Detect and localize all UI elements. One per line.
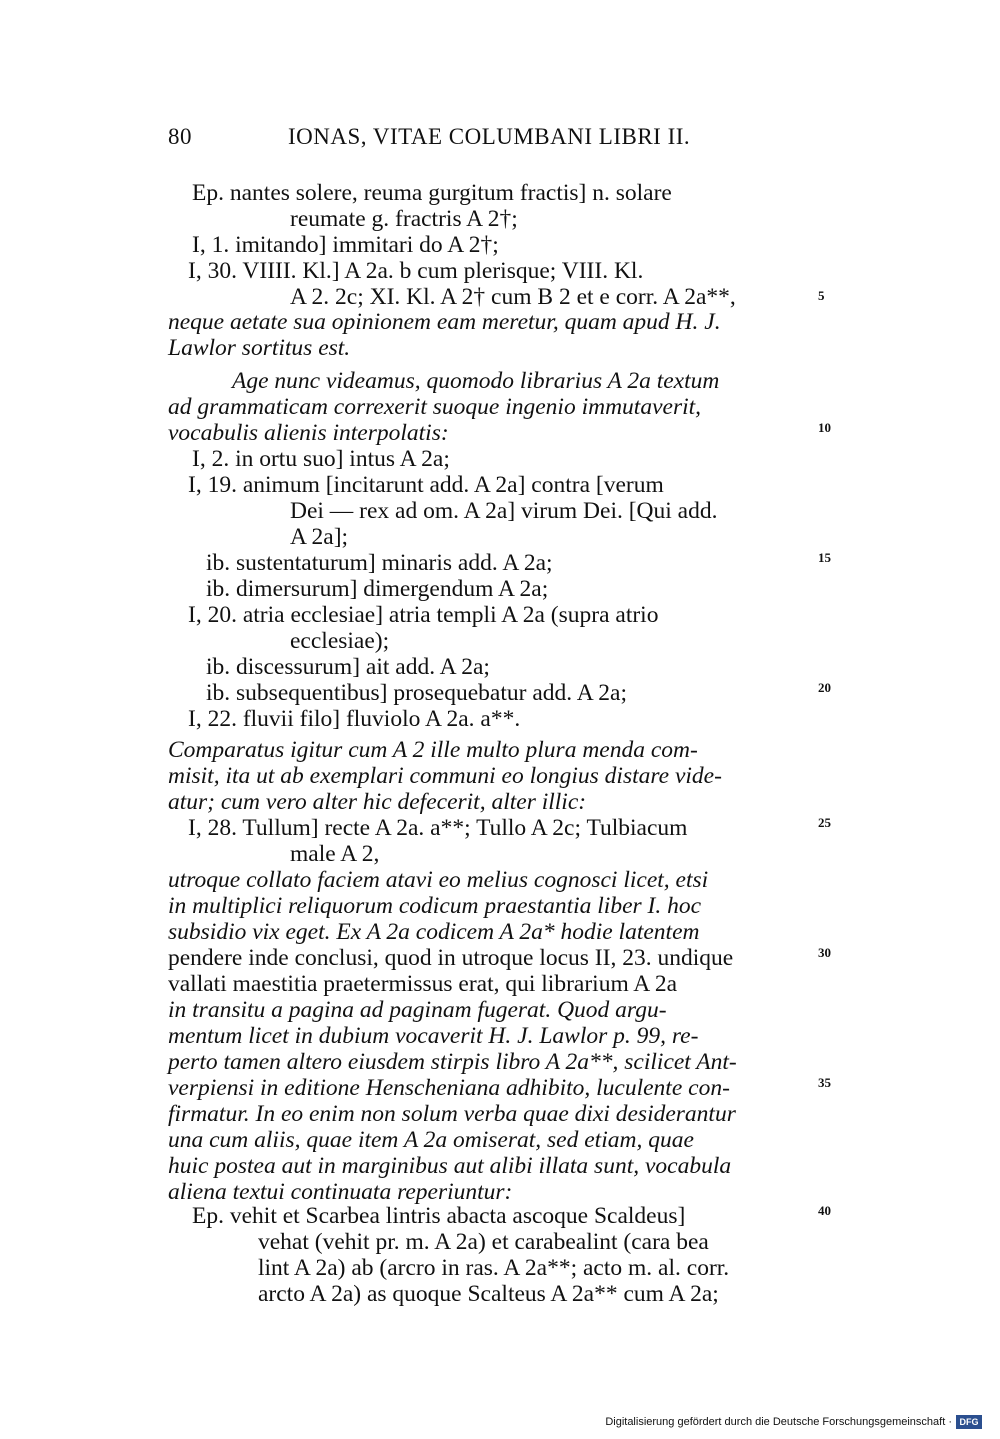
text-line: ib. dimersurum] dimergendum A 2a; — [206, 576, 549, 602]
line-number: 10 — [818, 420, 831, 435]
text-line: I, 19. animum [incitarunt add. A 2a] contra [verum — [188, 472, 664, 498]
text-line: misit, ita ut ab exemplari communi eo longius distare vide- — [168, 763, 722, 789]
text-line: arcto A 2a) as quoque Scalteus A 2a** cum A 2a; — [258, 1281, 719, 1307]
text-line: huic postea aut in marginibus aut alibi illata sunt, vocabula — [168, 1153, 732, 1179]
page-number: 80 — [168, 124, 192, 149]
text-line: Dei — rex ad om. A 2a] virum Dei. [Qui add. — [290, 498, 718, 524]
text-line: firmatur. In eo enim non solum verba quae dixi desiderantur — [168, 1101, 736, 1127]
text-line: vallati maestitia praetermissus erat, qui librarium A 2a — [168, 971, 678, 997]
text-line: subsidio vix eget. Ex A 2a codicem A 2a* hodie latentem — [168, 919, 700, 945]
text-line: I, 20. atria ecclesiae] atria templi A 2a (supra atrio — [188, 602, 659, 628]
running-title: IONAS, VITAE COLUMBANI LIBRI II. — [288, 124, 691, 149]
text-line: ecclesiae); — [290, 628, 390, 654]
text-line: Lawlor sortitus est. — [168, 335, 351, 361]
text-line: Age nunc videamus, quomodo librarius A 2a textum — [232, 368, 720, 394]
text-line: ib. subsequentibus] prosequebatur add. A 2a; — [206, 680, 627, 706]
text-line: I, 30. VIIII. Kl.] A 2a. b cum plerisque; VIII. Kl. — [188, 258, 644, 284]
line-number: 35 — [818, 1075, 831, 1090]
text-line: ib. discessurum] ait add. A 2a; — [206, 654, 490, 680]
text-line: male A 2, — [290, 841, 380, 867]
text-line: mentum licet in dubium vocaverit H. J. Lawlor p. 99, re- — [168, 1023, 699, 1049]
text-line: pendere inde conclusi, quod in utroque locus II, 23. undique — [168, 945, 734, 971]
text-line: ib. sustentaturum] minaris add. A 2a; — [206, 550, 553, 576]
text-line: vocabulis alienis interpolatis: — [168, 420, 449, 446]
text-line: vehat (vehit pr. m. A 2a) et carabealint (cara bea — [258, 1229, 709, 1255]
text-line: A 2a]; — [290, 524, 349, 550]
text-line: atur; cum vero alter hic defecerit, alter illic: — [168, 789, 587, 815]
line-number: 30 — [818, 945, 831, 960]
line-number: 15 — [818, 550, 831, 565]
text-line: I, 22. fluvii filo] fluviolo A 2a. a**. — [188, 706, 521, 732]
text-line: reumate g. fractris A 2†; — [290, 206, 518, 232]
text-line: Ep. nantes solere, reuma gurgitum fractis] n. solare — [192, 180, 672, 206]
footer — [605, 1415, 982, 1429]
text-line: neque aetate sua opinionem eam meretur, quam apud H. J. — [168, 309, 721, 335]
text-line: in transitu a pagina ad paginam fugerat. Quod argu- — [168, 997, 667, 1023]
text-line: lint A 2a) ab (arcro in ras. A 2a**; acto m. al. corr. — [258, 1255, 730, 1281]
text-line: Comparatus igitur cum A 2 ille multo plura menda com- — [168, 737, 698, 763]
dfg-logo: DFG — [956, 1415, 982, 1429]
text-line: I, 1. imitando] immitari do A 2†; — [192, 232, 499, 258]
line-number: 5 — [818, 288, 825, 303]
text-line: verpiensi in editione Henscheniana adhibito, luculente con- — [168, 1075, 730, 1101]
text-line: aliena textui continuata reperiuntur: — [168, 1179, 513, 1205]
line-number: 25 — [818, 815, 831, 830]
text-line: ad grammaticam correxerit suoque ingenio immutaverit, — [168, 394, 702, 420]
footer-text: Digitalisierung gefördert durch die Deutsche Forschungsgemeinschaft · — [605, 1416, 952, 1428]
line-number: 40 — [818, 1203, 831, 1218]
text-line: A 2. 2c; XI. Kl. A 2† cum B 2 et e corr. A 2a**, — [290, 284, 736, 310]
text-line: in multiplici reliquorum codicum praestantia liber I. hoc — [168, 893, 702, 919]
text-line: una cum aliis, quae item A 2a omiserat, sed etiam, quae — [168, 1127, 694, 1153]
text-line: utroque collato faciem atavi eo melius cognosci licet, etsi — [168, 867, 709, 893]
text-line: I, 2. in ortu suo] intus A 2a; — [192, 446, 450, 472]
text-line: Ep. vehit et Scarbea lintris abacta ascoque Scaldeus] — [192, 1203, 686, 1229]
text-line: perto tamen altero eiusdem stirpis libro A 2a**, scilicet Ant- — [168, 1049, 737, 1075]
text-line: I, 28. Tullum] recte A 2a. a**; Tullo A 2c; Tulbiacum — [188, 815, 688, 841]
line-number: 20 — [818, 680, 831, 695]
